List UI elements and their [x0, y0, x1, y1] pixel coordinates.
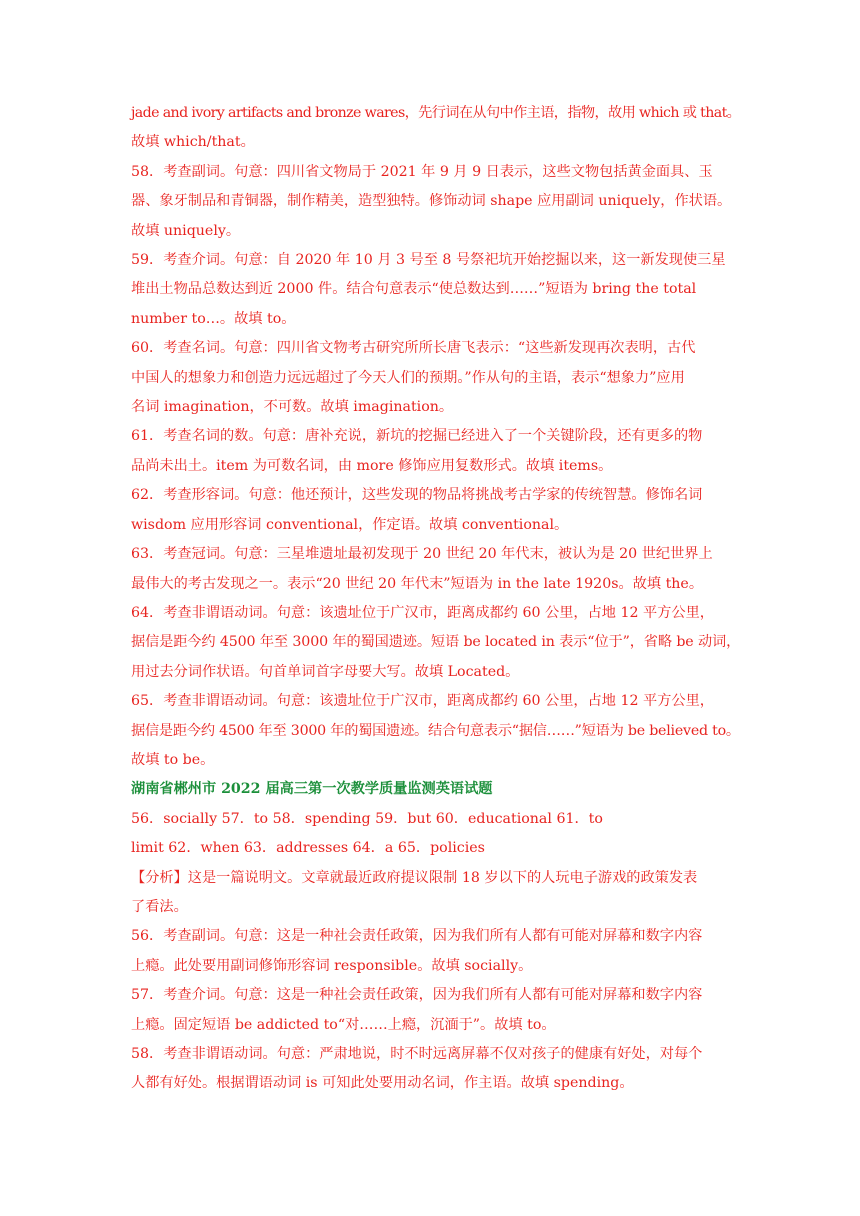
text-line: 品尚未出土。item 为可数名词，由 more 修饰应用复数形式。故填 items。	[131, 457, 613, 474]
text-line: 名词 imagination，不可数。故填 imagination。	[131, 399, 454, 416]
explanation-paragraph	[131, 246, 740, 334]
text-line: 59．考查介词。句意：自 2020 年 10 月 3 号至 8 号祭祀坑开始挖掘以来，这一新发现使三星	[131, 252, 726, 269]
text-line: 61．考查名词的数。句意：唐补充说，新坑的挖掘已经进入了一个关键阶段，还有更多的物	[131, 428, 703, 445]
answer-key	[131, 805, 740, 864]
text-line: 器、象牙制品和青铜器，制作精美，造型独特。修饰动词 shape 应用副词 uniquely，作状语。	[131, 193, 732, 210]
text-line: jade and ivory artifacts and bronze wares，先行词在从句中作主语，指物，故用 which 或 that。	[131, 105, 741, 121]
text-line: 故填 which/that。	[131, 134, 255, 151]
text-line: 58．考查非谓语动词。句意：严肃地说，时不时远离屏幕不仅对孩子的健康有好处，对每个	[131, 1046, 703, 1062]
text-line: 57．考查介词。句意：这是一种社会责任政策，因为我们所有人都有可能对屏幕和数字内容	[131, 987, 703, 1004]
explanation-paragraph	[131, 864, 740, 923]
text-line: number to…。故填 to。	[131, 310, 296, 327]
text-line: 据信是距今约 4500 年至 3000 年的蜀国遗迹。短语 be located in 表示“位于”，省略 be 动词，	[131, 634, 741, 651]
explanation-paragraph	[131, 922, 740, 981]
text-line: 上瘾。此处要用副词修饰形容词 responsible。故填 socially。	[131, 957, 533, 974]
explanation-paragraph	[131, 422, 740, 481]
text-line: 上瘾。固定短语 be addicted to“对……上瘾，沉湎于”。故填 to。	[131, 1016, 556, 1033]
explanation-paragraph	[131, 1040, 740, 1099]
explanation-paragraph	[131, 99, 740, 158]
text-line: 人都有好处。根据谓语动词 is 可知此处要用动名词，作主语。故填 spending。	[131, 1075, 634, 1092]
text-line: 64．考查非谓语动词。句意：该遗址位于广汉市，距离成都约 60 公里，占地 12 平方公里，	[131, 604, 714, 621]
text-line: 中国人的想象力和创造力远远超过了今天人们的预期。”作从句的主语，表示“想象力”应用	[131, 369, 685, 386]
explanation-paragraph	[131, 687, 740, 775]
text-line: 故填 uniquely。	[131, 222, 241, 239]
text-line: 58．考查副词。句意：四川省文物局于 2021 年 9 月 9 日表示，这些文物包括黄金面具、玉	[131, 163, 713, 180]
text-line: 故填 to be。	[131, 751, 215, 768]
text-line: 60．考查名词。句意：四川省文物考古研究所所长唐飞表示：“这些新发现再次表明，古代	[131, 340, 696, 357]
explanation-paragraph	[131, 481, 740, 540]
text-line: 用过去分词作状语。句首单词首字母要大写。故填 Located。	[131, 663, 520, 680]
text-line: 62．考查形容词。句意：他还预计，这些发现的物品将挑战考古学家的传统智慧。修饰名词	[131, 487, 703, 504]
text-line: 65．考查非谓语动词。句意：该遗址位于广汉市，距离成都约 60 公里，占地 12 平方公里，	[131, 693, 714, 710]
text-line: limit 62．when 63．addresses 64．a 65．policies	[131, 840, 485, 857]
explanation-paragraph	[131, 599, 740, 687]
text-line: 【分析】这是一篇说明文。文章就最近政府提议限制 18 岁以下的人玩电子游戏的政策发表	[131, 869, 698, 886]
explanation-paragraph	[131, 540, 740, 599]
text-line: 据信是距今约 4500 年至 3000 年的蜀国遗迹。结合句意表示“据信……”短语为 be believed to。	[131, 722, 740, 739]
explanation-paragraph	[131, 334, 740, 422]
text-line: 了看法。	[131, 898, 188, 915]
text-line: 堆出土物品总数达到近 2000 件。结合句意表示“使总数达到……”短语为 bring the total	[131, 281, 697, 298]
text-line: wisdom 应用形容词 conventional，作定语。故填 conventional。	[131, 516, 569, 533]
explanation-paragraph	[131, 981, 740, 1040]
document-body	[131, 99, 740, 1099]
explanation-paragraph	[131, 158, 740, 246]
text-line: 56．考查副词。句意：这是一种社会责任政策，因为我们所有人都有可能对屏幕和数字内容	[131, 928, 703, 945]
text-line: 56．socially 57．to 58．spending 59．but 60．educational 61．to	[131, 810, 603, 827]
text-line: 63．考查冠词。句意：三星堆遗址最初发现于 20 世纪 20 年代末，被认为是 20 世纪世界上	[131, 546, 713, 563]
section-heading: 湖南省郴州市 2022 届高三第一次教学质量监测英语试题	[131, 781, 493, 798]
text-line: 最伟大的考古发现之一。表示“20 世纪 20 年代末”短语为 in the late 1920s。故填 the。	[131, 575, 704, 592]
